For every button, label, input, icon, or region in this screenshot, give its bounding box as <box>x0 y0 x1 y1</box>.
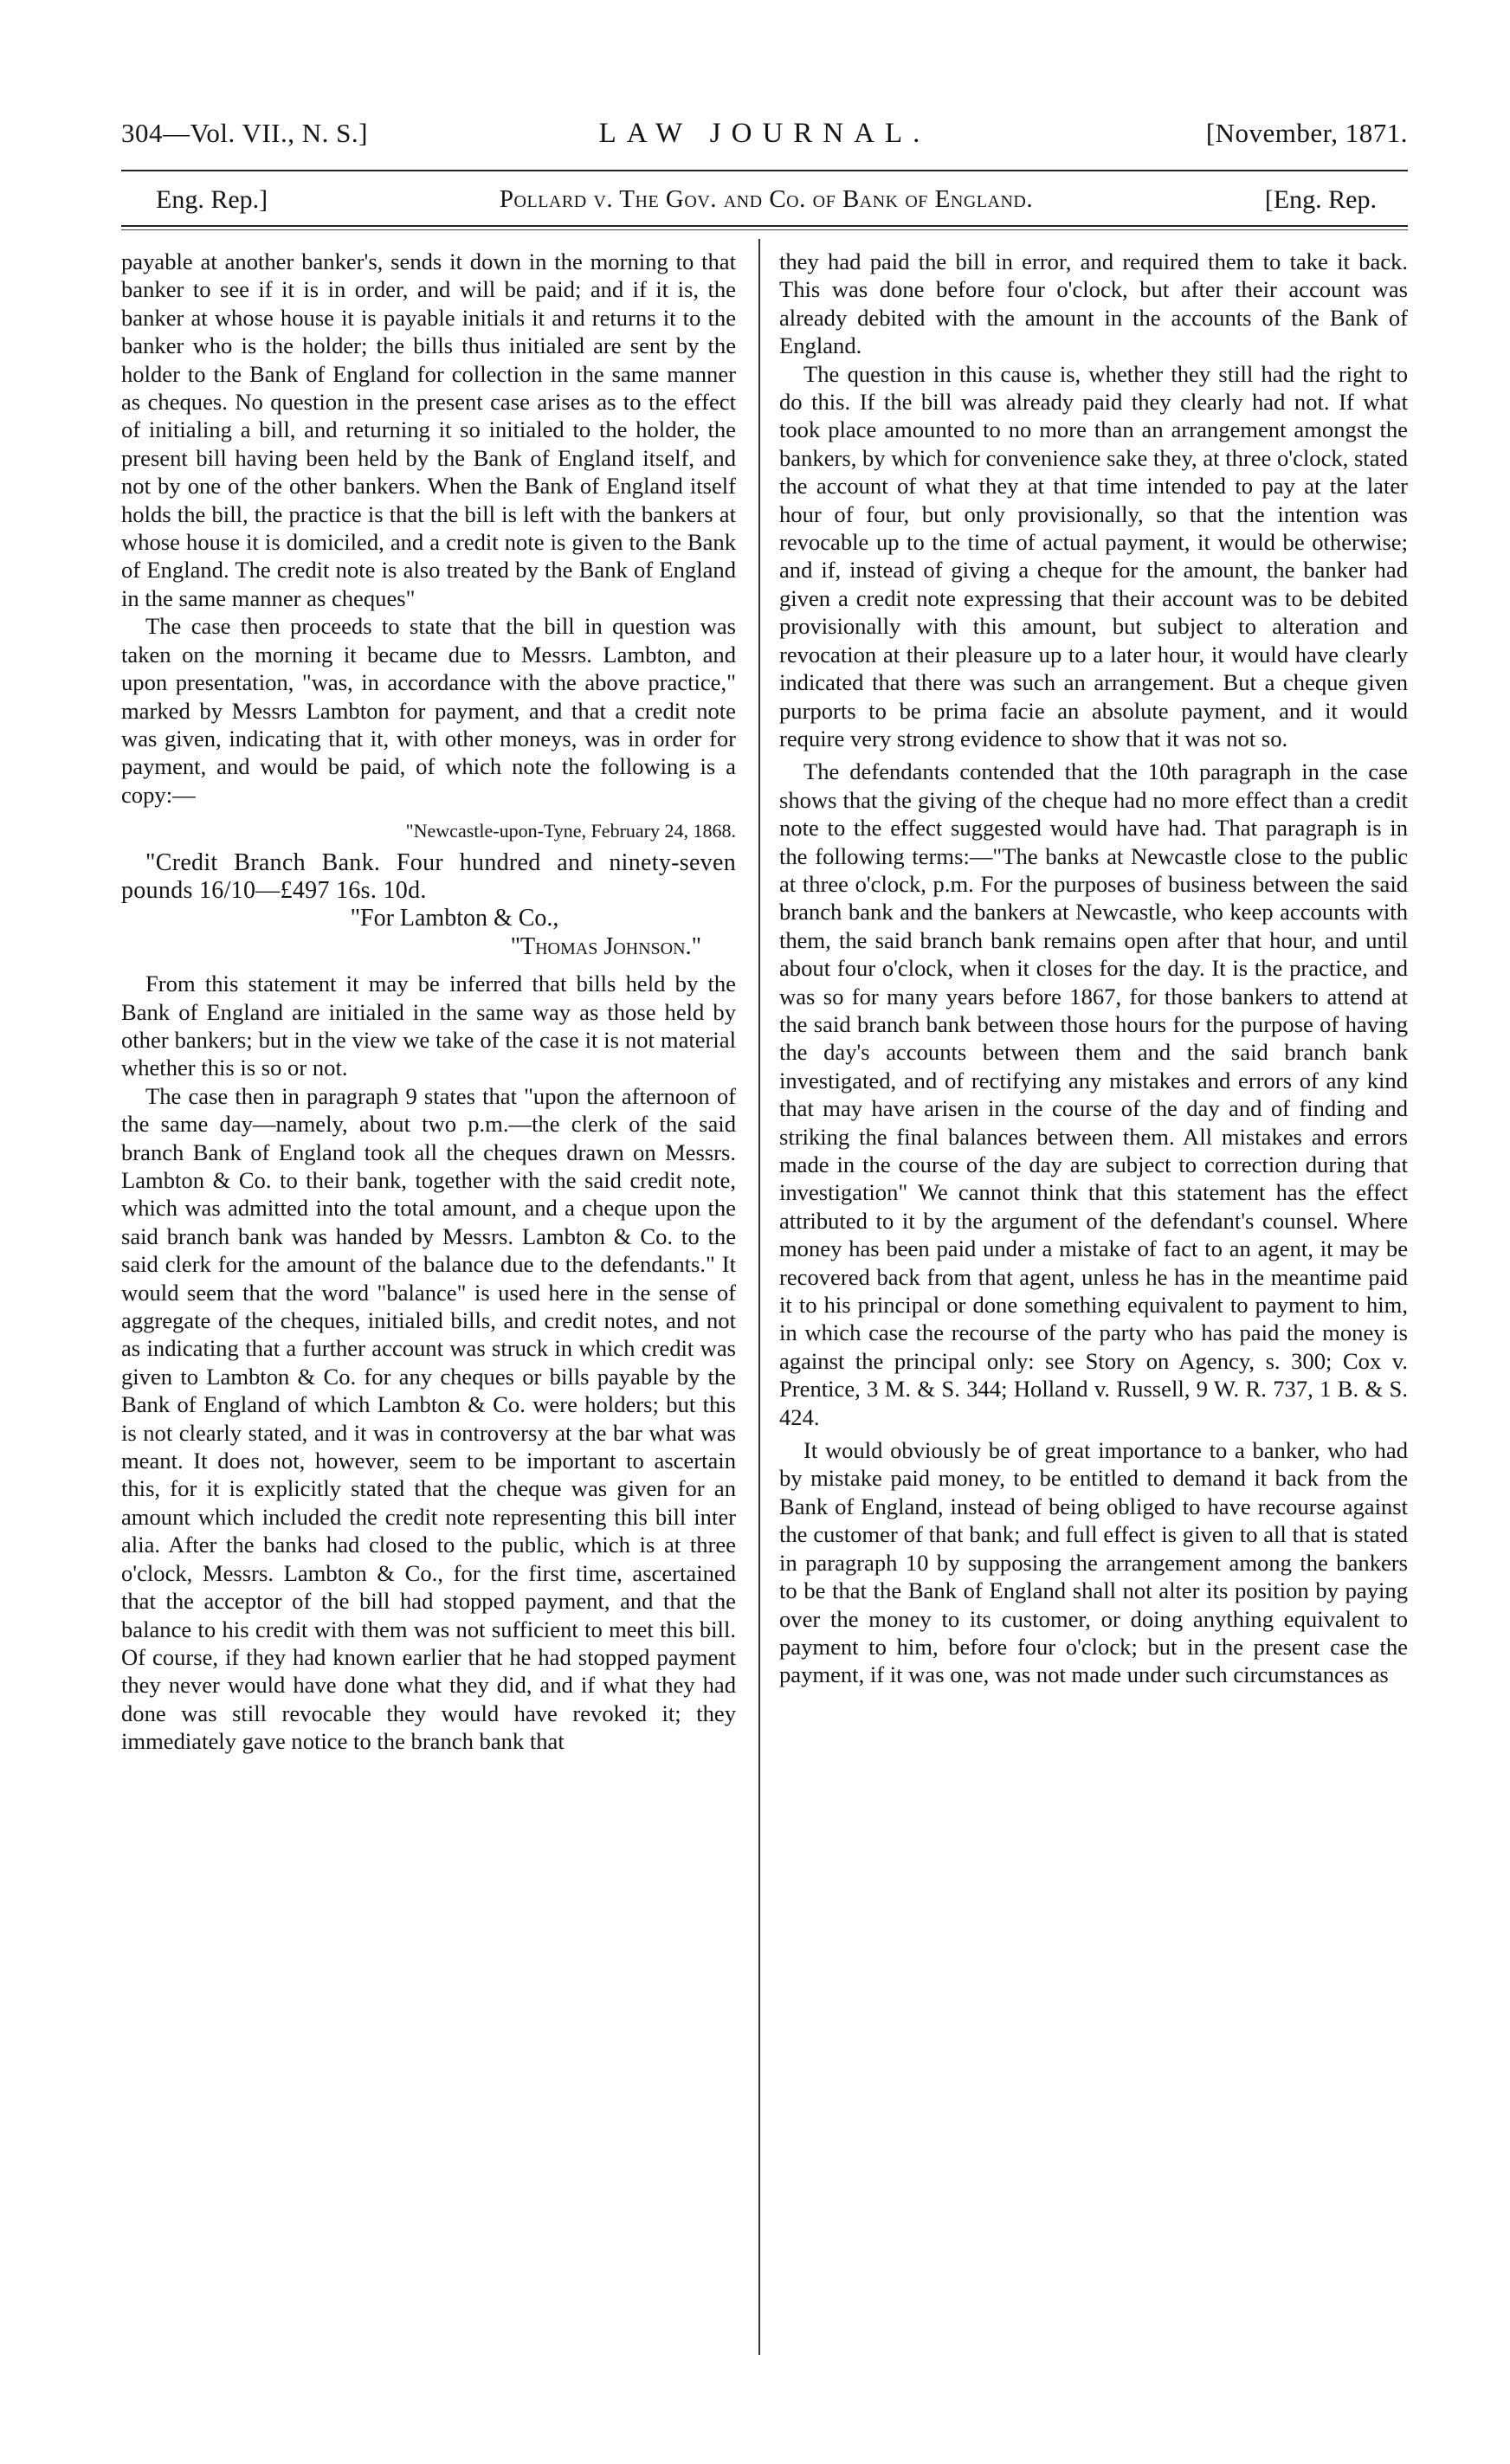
column-divider <box>758 239 760 2355</box>
right-paragraph-1: they had paid the bill in error, and required them to take it back. This was done before four o'clock, but after their account was already debited with the amount in the accounts of the Bank of England. <box>779 248 1408 359</box>
case-report-left: Eng. Rep.] <box>156 185 268 214</box>
left-paragraph-1: payable at another banker's, sends it down in the morning to that banker to see if it is in order, and will be paid; and if it is, the banker at whose house it is payable initials it and returns it to the banker who is the holder; the bills thus initialed are sent by the holder to the Bank of England for collection in the same manner as cheques. No question in the present case arises as to the effect of initialing a bill, and returning it so initialed to the holder, the present bill having been held by the Bank of England itself, and not by one of the other bankers. When the Bank of England itself holds the bill, the practice is that the bill is left with the bankers at whose house it is domiciled, and a credit note is given to the Bank of England. The credit note is also treated by the Bank of England in the same manner as cheques" <box>121 248 736 611</box>
case-header <box>156 185 1377 218</box>
case-report-right: [Eng. Rep. <box>1264 185 1377 214</box>
right-column <box>779 248 1408 1689</box>
subheader-rule <box>121 225 1408 227</box>
credit-note-text: "Credit Branch Bank. Four hundred and ninety-seven pounds 16/10—£497 16s. 10d. <box>121 848 736 904</box>
header-journal-title: LAW JOURNAL. <box>598 118 931 149</box>
note-dateline: "Newcastle-upon-Tyne, February 24, 1868. <box>405 820 736 842</box>
header-date: [November, 1871. <box>1205 118 1408 148</box>
subheader-rule-thin <box>121 229 1408 230</box>
right-paragraph-4: It would obviously be of great importance to a banker, who had by mistake paid money, to be entitled to demand it back from the Bank of England, instead of being obliged to have recourse against the customer of that bank; and full effect is given to all that is stated in paragraph 10 by supposing the arrangement among the bankers to be that the Bank of England shall not alter its position by paying over the money to its customer, or doing anything equivalent to payment to him, before four o'clock; but in the present case the payment, if it was one, was not made under such circumstances as <box>779 1437 1408 1688</box>
right-paragraph-3: The defendants contended that the 10th paragraph in the case shows that the giving of the cheque had no more effect than a credit note to the effect suggested would have had. That paragraph is in the following terms:—"The banks at Newcastle close to the public at three o'clock, p.m. For the purposes of business between the said branch bank and the bankers at Newcastle, who keep accounts with them, the said branch bank remains open after that hour, and until about four o'clock, when it closes for the day. It is the practice, and was so for many years before 1867, for those bankers to attend at the said branch bank between those hours for the purpose of having the day's accounts between them and the said branch bank investigated, and of rectifying any mistakes and errors of any kind that may have arisen in the course of the day and of finding and striking the final balances between them. All mistakes and errors made in the course of the day are subject to correction during that investigation" We cannot think that this statement has the effect attributed to it by the argument of the defendant's counsel. Where money has been paid under a mistake of fact to an agent, it may be recovered back from that agent, unless he has in the meantime paid it to his principal or done something equivalent to payment to him, in which case the recourse of the party who has paid the money is against the principal only: see Story on Agency, s. 300; Cox v. Prentice, 3 M. & S. 344; Holland v. Russell, 9 W. R. 737, 1 B. & S. 424. <box>779 758 1408 1430</box>
left-paragraph-4: The case then in paragraph 9 states that "upon the afternoon of the same day—namely, about two p.m.—the clerk of the said branch Bank of England took all the cheques drawn on Messrs. Lambton & Co. to their bank, together with the said credit note, which was admitted into the total amount, and a cheque upon the said branch bank was handed by Messrs. Lambton & Co. to the said clerk for the amount of the balance due to the defendants." It would seem that the word "balance" is used here in the sense of aggregate of the cheques, initialed bills, and credit notes, and not as indicating that a further account was struck in which credit was given to Lambton & Co. for any cheques or bills payable by the Bank of England of which Lambton & Co. were holders; but this is not clearly stated, and it was in controversy at the bar what was meant. It does not, however, seem to be important to ascertain this, for it is explicitly stated that the cheque was given for an amount which included the credit note representing this bill inter alia. After the banks had closed to the public, which is at three o'clock, Messrs. Lambton & Co., for the first time, ascertained that the acceptor of the bill had stopped payment, and that the balance to his credit with them was not sufficient to meet this bill. Of course, if they had known earlier that he had stopped payment they never would have done what they did, and if what they had done was still revocable they would have revoked it; they immediately gave notice to the branch bank that <box>121 1082 736 1755</box>
running-header <box>121 118 1408 152</box>
right-paragraph-2: The question in this cause is, whether they still had the right to do this. If the bill was already paid they clearly had not. If what took place amounted to no more than an arrangement amongst the bankers, by which for convenience sake they, at three o'clock, stated the account of what they at that time intended to pay at the later hour of four, but only provisionally, so that the intention was revocable up to the time of actual payment, it would be otherwise; and if, instead of giving a cheque for the amount, the banker had given a credit note expressing that their account was to be debited provisionally with this amount, but subject to alteration and revocation at their pleasure up to a later hour, it would have clearly indicated that there was such an arrangement. But a cheque given purports to be prima facie an absolute payment, and it would require very strong evidence to show that it was not so. <box>779 360 1408 751</box>
left-column <box>121 248 736 1756</box>
case-title: Pollard v. The Gov. and Co. of Bank of England. <box>499 185 1034 213</box>
header-volume: 304—Vol. VII., N. S.] <box>121 118 368 148</box>
header-rule <box>121 170 1408 171</box>
left-paragraph-3: From this statement it may be inferred that bills held by the Bank of England are initialed in the same way as those held by other bankers; but in the view we take of the case it is not material whether this is so or not. <box>121 971 736 1081</box>
credit-note-for: "For Lambton & Co., <box>350 905 559 932</box>
left-paragraph-2: The case then proceeds to state that the bill in question was taken on the morning it became due to Messrs. Lambton, and upon presentation, "was, in accordance with the above practice," marked by Messrs Lambton for payment, and that a credit note was given, indicating that it, with other moneys, was in order for payment, and would be paid, of which note the following is a copy:— <box>121 613 736 808</box>
credit-note-signature: "Thomas Johnson." <box>510 932 701 960</box>
